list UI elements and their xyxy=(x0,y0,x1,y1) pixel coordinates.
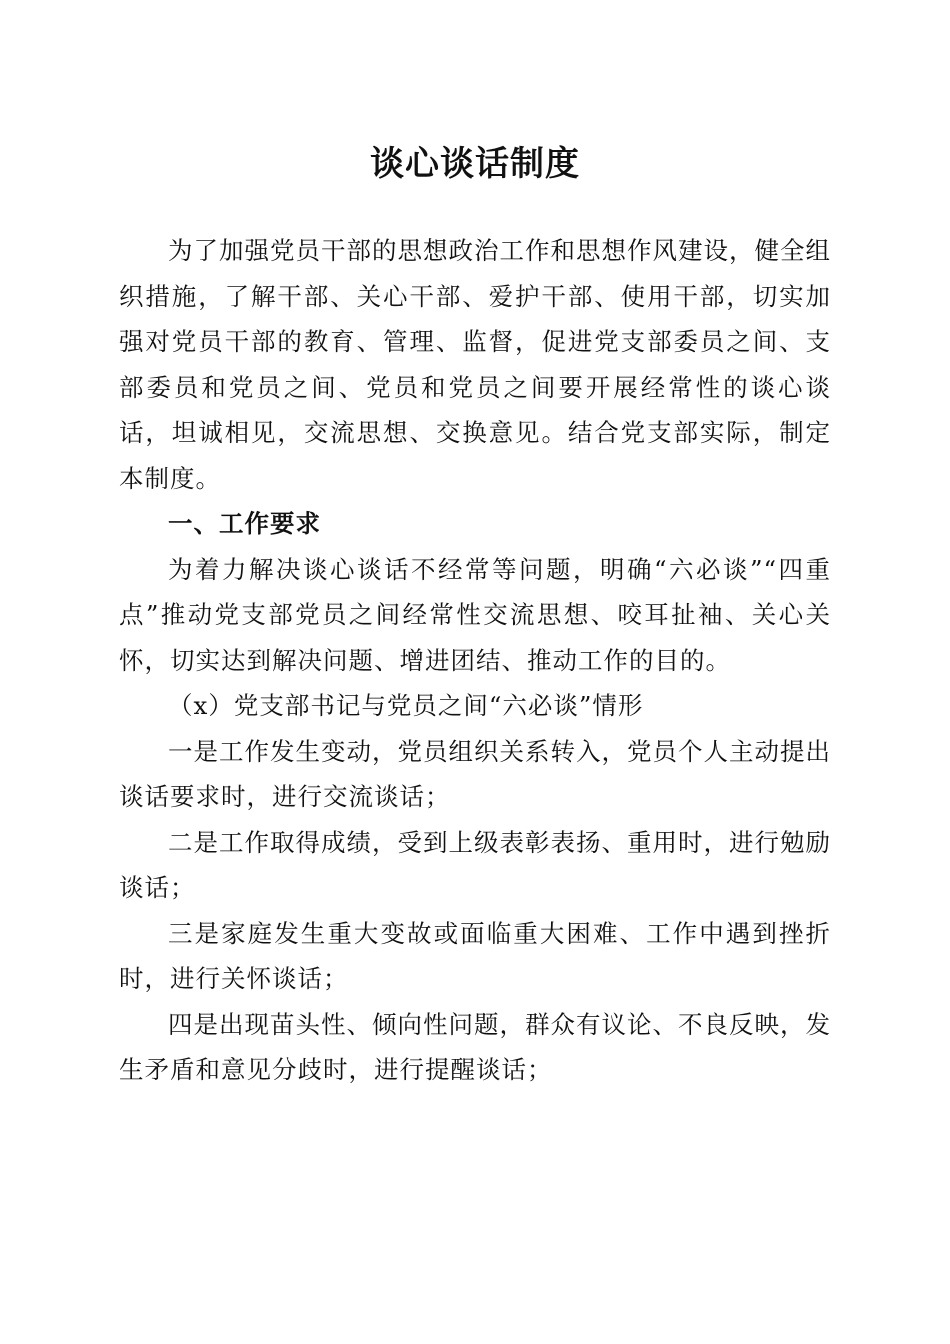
document-body xyxy=(119,228,831,1093)
list-item: 一是工作发生变动，党员组织关系转入，党员个人主动提出谈话要求时，进行交流谈话； xyxy=(119,736,831,811)
list-item: 二是工作取得成绩，受到上级表彰表扬、重用时，进行勉励谈话； xyxy=(119,827,831,902)
subsection-heading: （x）党支部书记与党员之间“六必谈”情形 xyxy=(168,691,644,720)
intro-paragraph: 为了加强党员干部的思想政治工作和思想作风建设，健全组织措施，了解干部、关心干部、爱护干部、使用干部，切实加强对党员干部的教育、管理、监督，促进党支部委员之间、支部委员和党员之间、党员和党员之间要开展经常性的谈心谈话，坦诚相见，交流思想、交换意见。结合党支部实际，制定本制度。 xyxy=(119,236,831,493)
section-paragraph: 为着力解决谈心谈话不经常等问题，明确“六必谈”“四重点”推动党支部党员之间经常性交流思想、咬耳扯袖、关心关怀，切实达到解决问题、增进团结、推动工作的目的。 xyxy=(119,554,831,675)
section-heading-work-requirements: 一、工作要求 xyxy=(168,509,321,538)
list-item: 三是家庭发生重大变故或面临重大困难、工作中遇到挫折时，进行关怀谈话； xyxy=(119,918,831,993)
list-item: 四是出现苗头性、倾向性问题，群众有议论、不良反映，发生矛盾和意见分歧时，进行提醒谈话； xyxy=(119,1009,831,1084)
document-title: 谈心谈话制度 xyxy=(370,144,580,184)
